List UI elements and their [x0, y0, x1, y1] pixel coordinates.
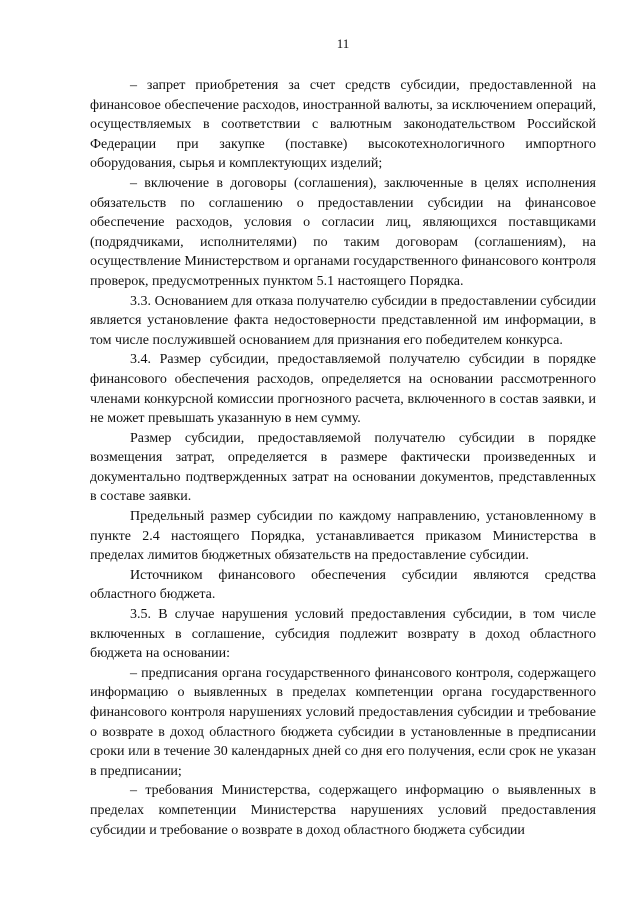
- paragraph-3-4: 3.4. Размер субсидии, предоставляемой получателю субсидии в порядке финансового обеспечения расходов, определяется на основании рассмотренного членами конкурсной комиссии прогнозного расчета, включенного в состав заявки, и не может превышать указанную в нем сумму.: [90, 352, 596, 427]
- paragraph-funding-source: Источником финансового обеспечения субсидии являются средства областного бюджета.: [90, 567, 596, 603]
- paragraph-limit-size: Предельный размер субсидии по каждому направлению, установленному в пункте 2.4 настоящего Порядка, устанавливается приказом Министерства в пределах лимитов бюджетных обязательств на предоставление субсидии.: [90, 509, 596, 564]
- page-number: 11: [336, 36, 350, 51]
- paragraph-3-5: 3.5. В случае нарушения условий предоставления субсидии, в том числе включенных в соглашение, субсидия подлежит возврату в доход областного бюджета на основании:: [90, 607, 596, 662]
- paragraph-3-3: 3.3. Основанием для отказа получателю субсидии в предоставлении субсидии является установление факта недостоверности представленной им информации, в том числе послужившей основанием для признания его победителем конкурса.: [90, 293, 596, 348]
- paragraph-contract-inclusion: – включение в договоры (соглашения), заключенные в целях исполнения обязательств по соглашению о предоставлении субсидии на финансовое обеспечение расходов, условия о согласии лиц, являющихся поставщиками (подрядчиками, исполнителями) по таким договорам (соглашениям), на осуществление Министерством и органами государственного финансового контроля проверок, предусмотренных пунктом 5.1 настоящего Порядка.: [90, 175, 596, 289]
- paragraph-compensation-size: Размер субсидии, предоставляемой получателю субсидии в порядке возмещения затрат, определяется в размере фактически произведенных и документально подтвержденных затрат на основании документов, представленных в составе заявки.: [90, 430, 596, 505]
- paragraph-ministry-demand: – требования Министерства, содержащего информацию о выявленных в пределах компетенции Министерства нарушениях условий предоставления субсидии и требование о возврате в доход областного бюджета субсидии: [90, 783, 596, 838]
- paragraph-control-order: – предписания органа государственного финансового контроля, содержащего информацию о выявленных в пределах компетенции органа государственного финансового контроля нарушениях условий предоставления субсидии и требование о возврате в доход областного бюджета субсидии в установленные в предписании сроки или в течение 30 календарных дней со дня его получения, если срок не указан в предписании;: [90, 665, 596, 779]
- paragraph-currency-ban: – запрет приобретения за счет средств субсидии, предоставленной на финансовое обеспечение расходов, иностранной валюты, за исключением операций, осуществляемых в соответствии с валютным законодательством Российской Федерации при закупке (поставке) высокотехнологичного импортного оборудования, сырья и комплектующих изделий;: [90, 78, 596, 172]
